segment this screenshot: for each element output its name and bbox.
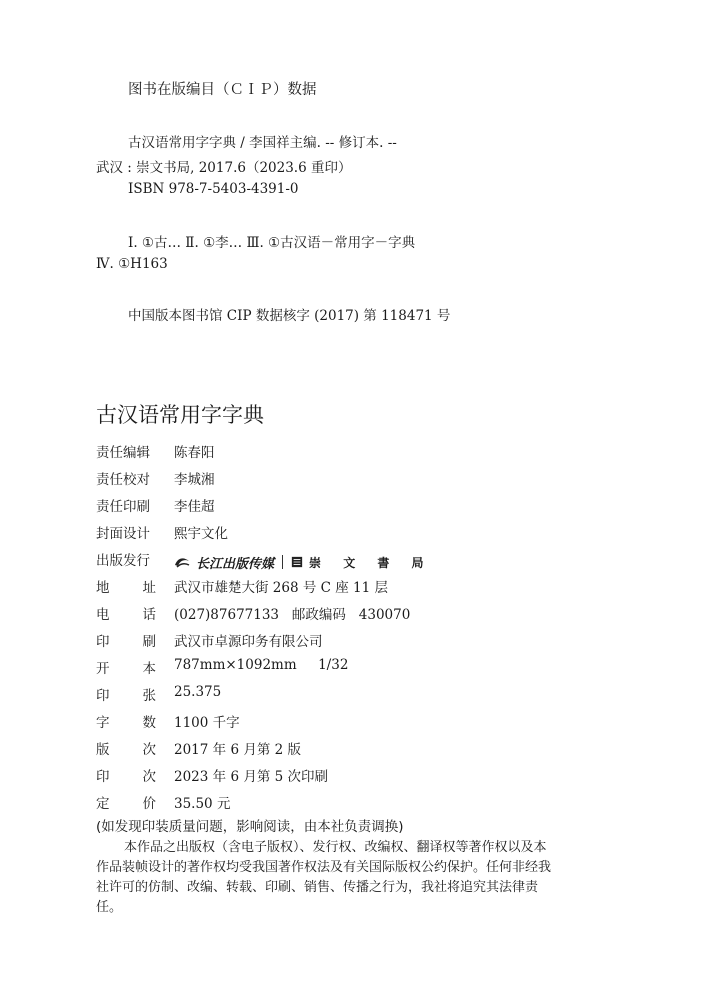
row-printer xyxy=(96,630,323,656)
row-address xyxy=(96,576,388,602)
row-label-a: 开 xyxy=(96,661,110,677)
row-label-a: 印 xyxy=(96,769,110,785)
cip-verification: 中国版本图书馆 CIP 数据核字 (2017) 第 118471 号 xyxy=(128,308,451,324)
copyright-statement: 本作品之出版权（含电子版权）、发行权、改编权、翻译权等著作权以及本作品装帧设计的著作权均受我国著作权法及有关国际版权公约保护。任何非经我社许可的仿制、改编、转载、印刷、销售、传播之行为，我社将追究其法律责任。 xyxy=(96,840,552,915)
row-phone xyxy=(96,603,410,629)
row-value: 25.375 xyxy=(174,684,222,700)
row-label-a: 印 xyxy=(96,688,110,704)
row-label: 责任印刷 xyxy=(96,499,150,515)
row-label-b: 次 xyxy=(142,769,156,785)
row-value: 2017 年 6 月第 2 版 xyxy=(174,742,301,758)
row-value: 李佳超 xyxy=(174,499,215,515)
publisher-logo-icon xyxy=(174,555,190,569)
row-label-b: 张 xyxy=(142,688,156,704)
row-impression xyxy=(96,765,328,791)
publisher-divider xyxy=(282,555,283,569)
row-edition xyxy=(96,738,301,764)
row-label-b: 刷 xyxy=(142,634,156,650)
row-label xyxy=(96,576,156,602)
row-value: 2023 年 6 月第 5 次印刷 xyxy=(174,769,328,785)
row-label: 责任校对 xyxy=(96,472,150,488)
row-value: 陈春阳 xyxy=(174,445,215,461)
cip-line-2: 武汉 : 崇文书局, 2017.6（2023.6 重印） xyxy=(96,160,352,176)
row-word-count xyxy=(96,711,240,737)
publisher-name: 长江出版传媒 xyxy=(196,556,275,572)
book-title: 古汉语常用字字典 xyxy=(96,403,264,427)
row-label-a: 定 xyxy=(96,796,110,812)
row-label: 出版发行 xyxy=(96,553,150,569)
row-value: 李城湘 xyxy=(174,472,215,488)
imprint-name: 崇 文 書 局 xyxy=(309,555,433,570)
row-label xyxy=(96,711,156,737)
row-label xyxy=(96,657,156,683)
row-label-a: 版 xyxy=(96,742,110,758)
cip-line-1: 古汉语常用字字典 / 李国祥主编. -- 修订本. -- xyxy=(128,135,397,151)
row-value: (027)87677133 邮政编码 430070 xyxy=(174,607,411,623)
row-label xyxy=(96,738,156,764)
row-label: 责任编辑 xyxy=(96,445,150,461)
row-value: 熙宇文化 xyxy=(174,526,228,542)
row-label-a: 字 xyxy=(96,715,110,731)
row-label-b: 址 xyxy=(142,580,156,596)
row-printing-editor xyxy=(96,495,215,521)
row-label-a: 地 xyxy=(96,580,110,596)
imprint-seal-icon xyxy=(291,556,303,568)
row-label xyxy=(96,684,156,710)
cip-isbn: ISBN 978-7-5403-4391-0 xyxy=(128,181,299,197)
row-cover-design xyxy=(96,522,228,548)
row-value: 武汉市雄楚大街 268 号 C 座 11 层 xyxy=(174,580,389,596)
row-proofreader xyxy=(96,468,215,494)
row-label: 封面设计 xyxy=(96,526,150,542)
row-label xyxy=(96,603,156,629)
row-label-a: 电 xyxy=(96,607,110,623)
cip-heading: 图书在版编目（ＣＩＰ）数据 xyxy=(128,82,317,98)
row-editor xyxy=(96,441,215,467)
cip-classification-2: Ⅳ. ①H163 xyxy=(96,256,168,272)
row-label-b: 话 xyxy=(142,607,156,623)
row-value: 1100 千字 xyxy=(174,715,240,731)
row-label-b: 次 xyxy=(142,742,156,758)
row-label-a: 印 xyxy=(96,634,110,650)
publisher-logo-group xyxy=(174,549,433,575)
row-label xyxy=(96,765,156,791)
row-sheets xyxy=(96,684,221,710)
row-value: 武汉市卓源印务有限公司 xyxy=(174,634,323,650)
row-value: 787mm×1092mm 1/32 xyxy=(174,657,349,673)
row-label-b: 数 xyxy=(142,715,156,731)
row-value: 35.50 元 xyxy=(174,796,231,812)
quality-notice: (如发现印装质量问题，影响阅读，由本社负责调换) xyxy=(96,819,404,835)
row-label-b: 本 xyxy=(142,661,156,677)
row-publisher xyxy=(96,549,433,575)
row-format xyxy=(96,657,348,683)
cip-classification-1: Ⅰ. ①古… Ⅱ. ①李… Ⅲ. ①古汉语－常用字－字典 xyxy=(128,235,416,251)
row-label xyxy=(96,630,156,656)
row-label-b: 价 xyxy=(142,796,156,812)
